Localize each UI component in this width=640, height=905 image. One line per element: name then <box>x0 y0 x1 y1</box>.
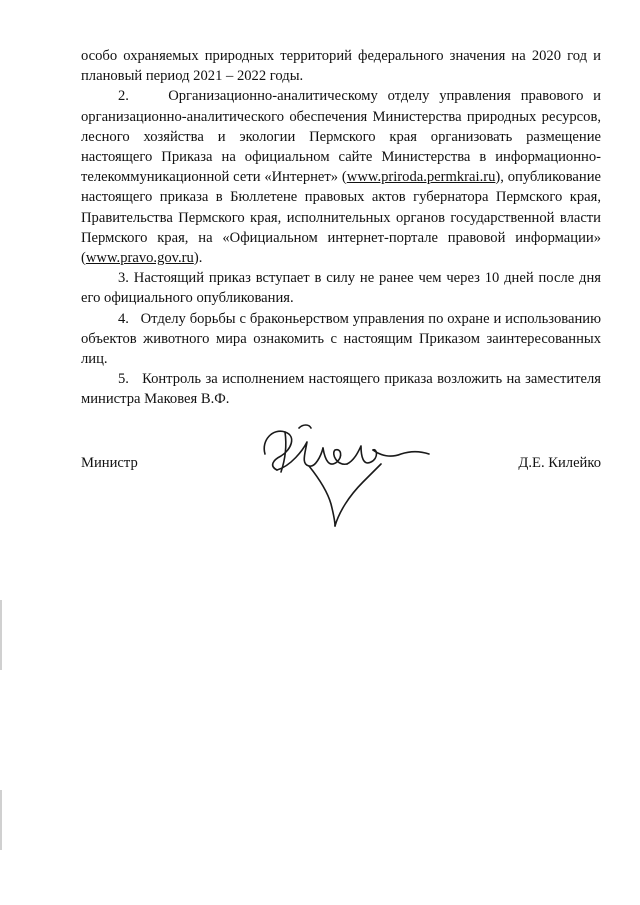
scan-edge-mark <box>0 600 2 670</box>
signatory-title: Министр <box>81 455 138 471</box>
pravo-link[interactable]: www.pravo.gov.ru <box>85 250 194 267</box>
paragraph-2-text-b: ), опубликование настоящего приказа в Бюллетене правовых актов губернатора Пермского края, Правительства Пермского края, исполнительных органов государственной власти Пермского края, на «Официальном интернет-портале правовой информации» ( <box>81 169 601 267</box>
paragraph-5: 5. Контроль за исполнением настоящего приказа возложить на заместителя министра Маковея В.Ф. <box>81 371 601 408</box>
scan-edge-mark <box>0 790 2 850</box>
handwritten-signature <box>251 420 431 530</box>
paragraph-4: 4. Отделу борьбы с браконьерством управления по охране и использованию объектов животного мира ознакомить с настоящим Приказом заинтересованных лиц. <box>81 310 601 368</box>
paragraph-3: 3. Настоящий приказ вступает в силу не ранее чем через 10 дней после дня его официального опубликования. <box>81 270 601 307</box>
paragraph-intro: особо охраняемых природных территорий федерального значения на 2020 год и плановый период 2021 – 2022 годы. <box>81 48 601 85</box>
paragraph-2 <box>81 86 601 268</box>
signature-block <box>81 440 601 540</box>
paragraph-2-text-a: 2. Организационно-аналитическому отделу управления правового и организационно-аналитического обеспечения Министерства природных ресурсов, лесного хозяйства и экологии Пермского края организовать размещение настоящего Приказа на официальном сайте Министерства в информационно-телекоммуникационной сети «Интернет» ( <box>81 88 601 186</box>
priroda-link[interactable]: www.priroda.permkrai.ru <box>346 169 496 186</box>
signatory-name: Д.Е. Килейко <box>518 455 601 471</box>
paragraph-2-text-c: ). <box>193 250 203 267</box>
document-body <box>81 46 601 410</box>
